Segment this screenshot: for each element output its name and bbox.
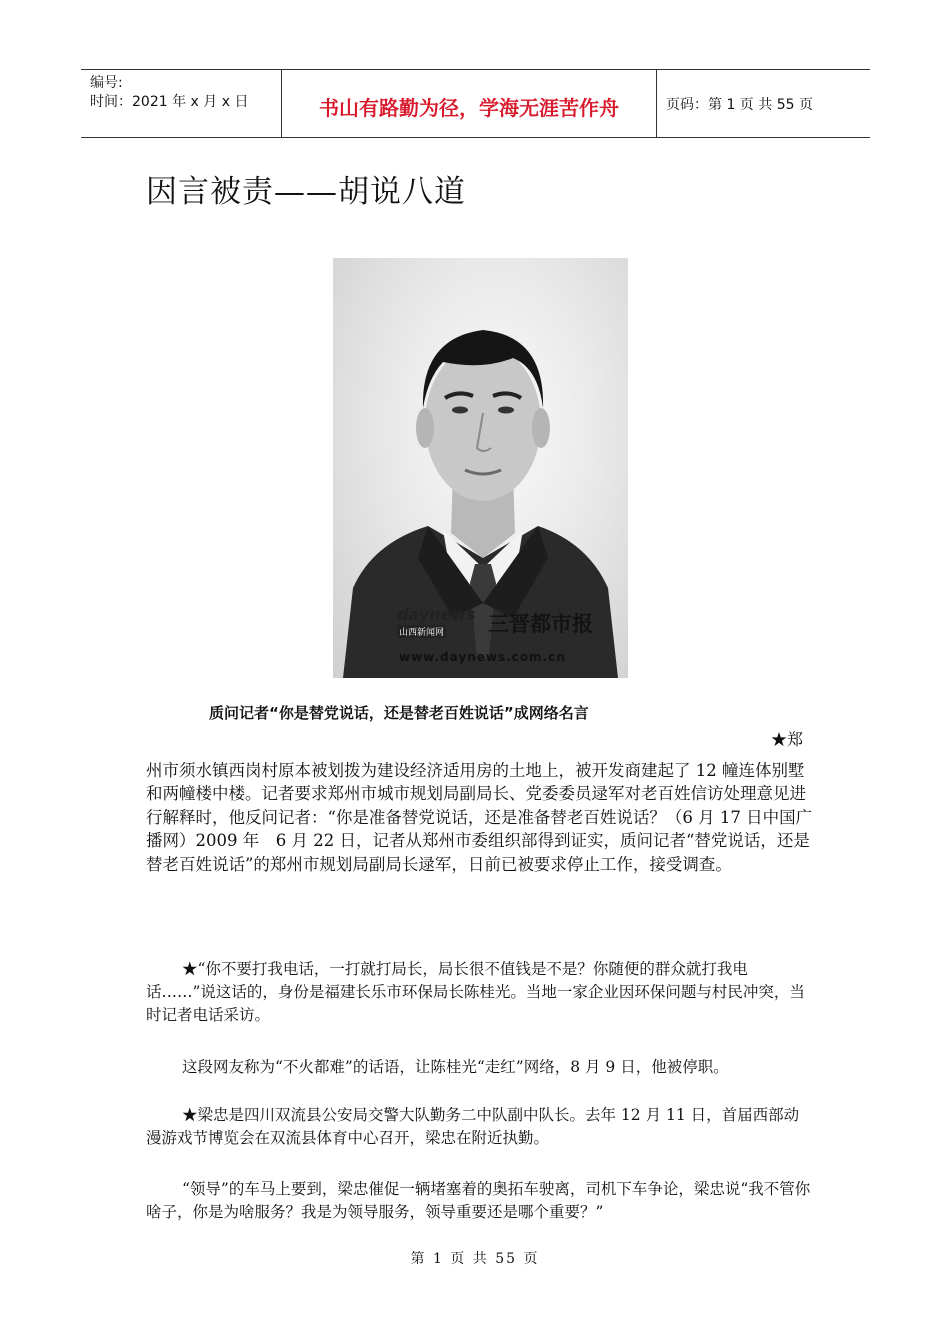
- portrait-photo: [333, 258, 628, 678]
- photo-caption: 质问记者“你是替党说话，还是替老百姓说话”成网络名言: [209, 704, 589, 722]
- time-label: 时间：2021 年 x 月 x 日: [90, 94, 249, 110]
- page-title: 因言被责——胡说八道: [146, 174, 466, 210]
- page-footer: 第 1 页 共 55 页: [410, 1251, 540, 1267]
- page-info: 页码：第 1 页 共 55 页: [666, 97, 813, 113]
- paragraph-5: “领导”的车马上要到，梁忠催促一辆堵塞着的奥拓车驶离，司机下车争论，梁忠说“我不管你啥子，你是为啥服务？我是为领导服务，领导重要还是哪个重要？”: [146, 1180, 811, 1221]
- header-motto-cell: [281, 70, 657, 137]
- document-header: [81, 69, 870, 138]
- watermark-brand: daynews: [397, 605, 476, 624]
- watermark-brand-sub: 山西新闻网: [397, 625, 446, 638]
- paragraph-lead: ★郑: [771, 730, 804, 749]
- header-meta-cell: [81, 70, 281, 137]
- motto-text: 书山有路勤为径，学海无涯苦作舟: [319, 96, 619, 120]
- paragraph-4: ★梁忠是四川双流县公安局交警大队勤务二中队副中队长。去年 12 月 11 日，首届西部动漫游戏节博览会在双流县体育中心召开，梁忠在附近执勤。: [146, 1106, 800, 1147]
- header-page-cell: [656, 70, 870, 137]
- watermark-paper: 三晋都市报: [488, 611, 593, 636]
- paragraph-2: ★“你不要打我电话，一打就打局长，局长很不值钱是不是？你随便的群众就打我电话……”说这话的，身份是福建长乐市环保局长陈桂光。当地一家企业因环保问题与村民冲突，当时记者电话采访。: [146, 960, 805, 1024]
- watermark-url: www.daynews.com.cn: [399, 650, 566, 664]
- paragraph-3: 这段网友称为“不火都难”的话语，让陈桂光“走红”网络，8 月 9 日，他被停职。: [182, 1058, 729, 1076]
- paragraph-1: 州市须水镇西岗村原本被划拨为建设经济适用房的土地上，被开发商建起了 12 幢连体别墅和两幢楼中楼。记者要求郑州市城市规划局副局长、党委委员逯军对老百姓信访处理意见进行解释时，他反问记者：“你是准备替党说话，还是准备替老百姓说话？（6 月 17 日中国广播网）2009 年 6 月 22 日，记者从郑州市委组织部得到证实，质问记者“替党说话，还是替老百姓说话”的郑州市规划局副局长逯军，日前已被要求停止工作，接受调查。: [146, 761, 813, 874]
- number-label: 编号:: [90, 75, 123, 91]
